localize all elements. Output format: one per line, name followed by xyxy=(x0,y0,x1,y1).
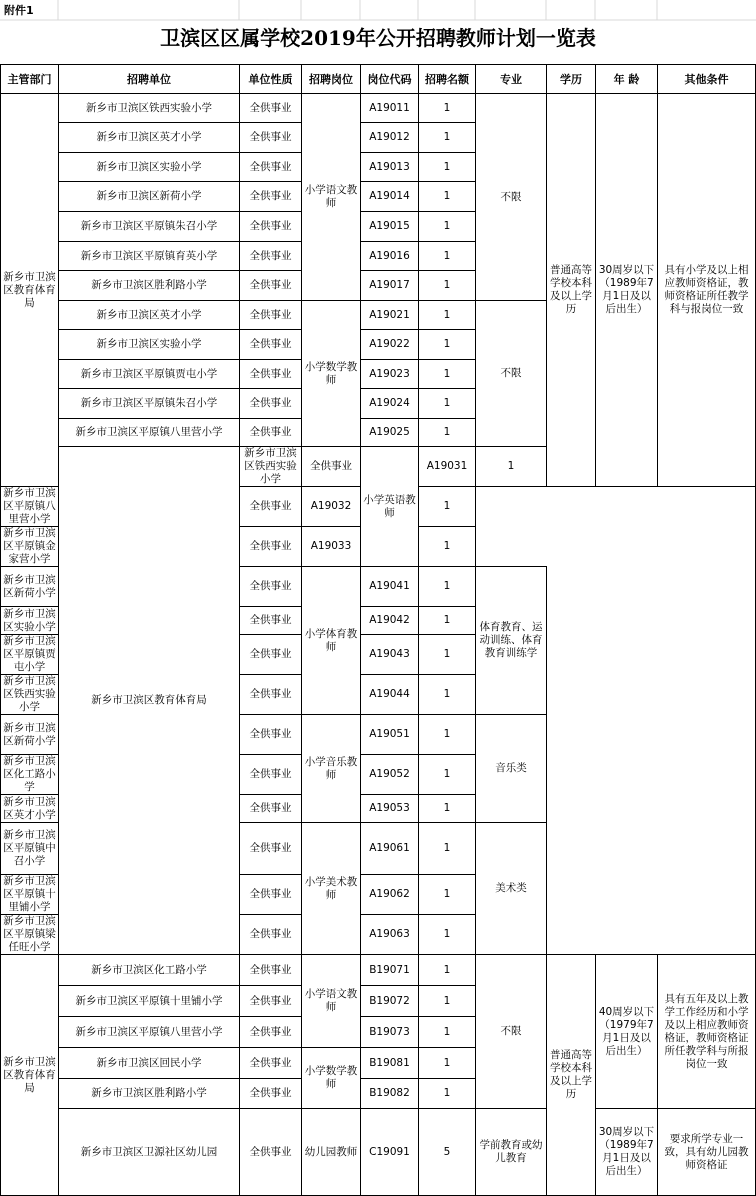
unit-cell: 新乡市卫滨区实验小学 xyxy=(59,153,240,182)
count-cell: 1 xyxy=(419,360,476,389)
nature-cell: 全供事业 xyxy=(240,94,302,123)
code-cell: A19062 xyxy=(361,875,419,915)
column-header: 年 龄 xyxy=(596,65,658,94)
unit-cell: 新乡市卫滨区铁西实验小学 xyxy=(240,447,302,487)
post-cell: 小学语文教师 xyxy=(302,955,361,1048)
unit-cell: 新乡市卫滨区平原镇八里营小学 xyxy=(59,1017,240,1048)
post-cell: 小学数学教师 xyxy=(302,301,361,447)
nature-cell: 全供事业 xyxy=(240,330,302,360)
code-cell: A19043 xyxy=(361,635,419,675)
unit-cell: 新乡市卫滨区平原镇八里营小学 xyxy=(59,419,240,447)
count-cell: 1 xyxy=(419,487,476,527)
conditions-cell: 具有五年及以上教学工作经历和小学及以上相应教师资格证，教师资格证所任教学科与所报岗位一致 xyxy=(658,955,756,1109)
unit-cell: 新乡市卫滨区平原镇金家营小学 xyxy=(1,527,59,567)
code-cell: A19032 xyxy=(302,487,361,527)
column-header: 其他条件 xyxy=(658,65,756,94)
education-cell: 普通高等学校本科及以上学历 xyxy=(547,94,596,487)
code-cell: A19031 xyxy=(419,447,476,487)
nature-cell: 全供事业 xyxy=(240,607,302,635)
dept-cell: 新乡市卫滨区教育体育局 xyxy=(1,955,59,1196)
unit-cell: 新乡市卫滨区平原镇梁任旺小学 xyxy=(1,915,59,955)
nature-cell: 全供事业 xyxy=(240,389,302,419)
post-cell: 小学数学教师 xyxy=(302,1048,361,1109)
count-cell: 1 xyxy=(419,607,476,635)
nature-cell: 全供事业 xyxy=(240,915,302,955)
header-row xyxy=(1,65,756,94)
table-row xyxy=(1,94,756,123)
code-cell: A19021 xyxy=(361,301,419,330)
code-cell: A19013 xyxy=(361,153,419,182)
post-cell: 小学体育教师 xyxy=(302,567,361,715)
major-cell: 音乐类 xyxy=(476,715,547,823)
nature-cell: 全供事业 xyxy=(240,1048,302,1079)
code-cell: A19044 xyxy=(361,675,419,715)
unit-cell: 新乡市卫滨区胜利路小学 xyxy=(59,271,240,301)
count-cell: 1 xyxy=(419,795,476,823)
count-cell: 1 xyxy=(419,182,476,212)
code-cell: A19012 xyxy=(361,123,419,153)
column-header: 招聘单位 xyxy=(59,65,240,94)
code-cell: A19053 xyxy=(361,795,419,823)
count-cell: 1 xyxy=(419,271,476,301)
column-header: 单位性质 xyxy=(240,65,302,94)
major-cell: 不限 xyxy=(476,94,547,301)
count-cell: 1 xyxy=(419,1079,476,1109)
nature-cell: 全供事业 xyxy=(240,419,302,447)
code-cell: A19063 xyxy=(361,915,419,955)
nature-cell: 全供事业 xyxy=(240,795,302,823)
major-cell: 体育教育、运动训练、体育教育训练学 xyxy=(476,567,547,715)
unit-cell: 新乡市卫滨区铁西实验小学 xyxy=(1,675,59,715)
code-cell: A19014 xyxy=(361,182,419,212)
nature-cell: 全供事业 xyxy=(240,955,302,986)
table-body xyxy=(1,65,756,1196)
column-header: 招聘名额 xyxy=(419,65,476,94)
major-cell: 美术类 xyxy=(476,823,547,955)
count-cell: 1 xyxy=(419,94,476,123)
unit-cell: 新乡市卫滨区平原镇贾屯小学 xyxy=(59,360,240,389)
nature-cell: 全供事业 xyxy=(240,875,302,915)
unit-cell: 新乡市卫滨区新荷小学 xyxy=(1,715,59,755)
count-cell: 1 xyxy=(419,1048,476,1079)
unit-cell: 新乡市卫滨区铁西实验小学 xyxy=(59,94,240,123)
count-cell: 1 xyxy=(419,1017,476,1048)
unit-cell: 新乡市卫滨区卫源社区幼儿园 xyxy=(59,1109,240,1196)
code-cell: A19042 xyxy=(361,607,419,635)
count-cell: 1 xyxy=(419,715,476,755)
code-cell: A19025 xyxy=(361,419,419,447)
count-cell: 1 xyxy=(419,875,476,915)
nature-cell: 全供事业 xyxy=(240,986,302,1017)
dept-cell: 新乡市卫滨区教育体育局 xyxy=(59,447,240,955)
count-cell: 1 xyxy=(476,447,547,487)
post-cell: 小学英语教师 xyxy=(361,447,419,567)
code-cell: A19051 xyxy=(361,715,419,755)
code-cell: A19024 xyxy=(361,389,419,419)
code-cell: A19041 xyxy=(361,567,419,607)
code-cell: A19016 xyxy=(361,242,419,271)
conditions-cell: 要求所学专业一致，具有幼儿园教师资格证 xyxy=(658,1109,756,1196)
unit-cell: 新乡市卫滨区平原镇十里铺小学 xyxy=(1,875,59,915)
unit-cell: 新乡市卫滨区平原镇育英小学 xyxy=(59,242,240,271)
column-header: 学历 xyxy=(547,65,596,94)
code-cell: A19022 xyxy=(361,330,419,360)
nature-cell: 全供事业 xyxy=(240,567,302,607)
page-title: 卫滨区区属学校2019年公开招聘教师计划一览表 xyxy=(160,26,596,50)
post-cell: 小学语文教师 xyxy=(302,94,361,301)
age-cell: 30周岁以下（1989年7月1日及以后出生） xyxy=(596,1109,658,1196)
count-cell: 1 xyxy=(419,755,476,795)
column-header: 专业 xyxy=(476,65,547,94)
code-cell: A19011 xyxy=(361,94,419,123)
unit-cell: 新乡市卫滨区平原镇朱召小学 xyxy=(59,212,240,242)
unit-cell: 新乡市卫滨区平原镇朱召小学 xyxy=(59,389,240,419)
count-cell: 1 xyxy=(419,823,476,875)
code-cell: A19052 xyxy=(361,755,419,795)
unit-cell: 新乡市卫滨区平原镇十里铺小学 xyxy=(59,986,240,1017)
code-cell: B19082 xyxy=(361,1079,419,1109)
nature-cell: 全供事业 xyxy=(240,153,302,182)
nature-cell: 全供事业 xyxy=(240,635,302,675)
unit-cell: 新乡市卫滨区新荷小学 xyxy=(1,567,59,607)
unit-cell: 新乡市卫滨区回民小学 xyxy=(59,1048,240,1079)
column-header: 主管部门 xyxy=(1,65,59,94)
nature-cell: 全供事业 xyxy=(240,755,302,795)
column-header: 岗位代码 xyxy=(361,65,419,94)
count-cell: 1 xyxy=(419,986,476,1017)
count-cell: 5 xyxy=(419,1109,476,1196)
count-cell: 1 xyxy=(419,635,476,675)
post-cell: 小学美术教师 xyxy=(302,823,361,955)
count-cell: 1 xyxy=(419,419,476,447)
unit-cell: 新乡市卫滨区胜利路小学 xyxy=(59,1079,240,1109)
code-cell: B19071 xyxy=(361,955,419,986)
nature-cell: 全供事业 xyxy=(240,182,302,212)
nature-cell: 全供事业 xyxy=(240,1017,302,1048)
unit-cell: 新乡市卫滨区新荷小学 xyxy=(59,182,240,212)
nature-cell: 全供事业 xyxy=(240,1109,302,1196)
age-cell: 30周岁以下（1989年7月1日及以后出生） xyxy=(596,94,658,487)
unit-cell: 新乡市卫滨区实验小学 xyxy=(1,607,59,635)
major-cell: 学前教育或幼儿教育 xyxy=(476,1109,547,1196)
code-cell: B19073 xyxy=(361,1017,419,1048)
count-cell: 1 xyxy=(419,955,476,986)
table-row xyxy=(1,1109,756,1196)
unit-cell: 新乡市卫滨区平原镇中召小学 xyxy=(1,823,59,875)
nature-cell: 全供事业 xyxy=(240,675,302,715)
unit-cell: 新乡市卫滨区英才小学 xyxy=(1,795,59,823)
nature-cell: 全供事业 xyxy=(240,715,302,755)
nature-cell: 全供事业 xyxy=(240,360,302,389)
nature-cell: 全供事业 xyxy=(240,823,302,875)
unit-cell: 新乡市卫滨区英才小学 xyxy=(59,301,240,330)
count-cell: 1 xyxy=(419,527,476,567)
code-cell: A19015 xyxy=(361,212,419,242)
code-cell: B19072 xyxy=(361,986,419,1017)
unit-cell: 新乡市卫滨区实验小学 xyxy=(59,330,240,360)
conditions-cell: 具有小学及以上相应教师资格证，教师资格证所任教学科与报岗位一致 xyxy=(658,94,756,487)
nature-cell: 全供事业 xyxy=(240,527,302,567)
post-cell: 幼儿园教师 xyxy=(302,1109,361,1196)
code-cell: B19081 xyxy=(361,1048,419,1079)
unit-cell: 新乡市卫滨区平原镇八里营小学 xyxy=(1,487,59,527)
recruitment-table xyxy=(0,64,756,1196)
unit-cell: 新乡市卫滨区化工路小学 xyxy=(1,755,59,795)
code-cell: A19061 xyxy=(361,823,419,875)
count-cell: 1 xyxy=(419,389,476,419)
age-cell: 40周岁以下（1979年7月1日及以后出生） xyxy=(596,955,658,1109)
count-cell: 1 xyxy=(419,212,476,242)
unit-cell: 新乡市卫滨区化工路小学 xyxy=(59,955,240,986)
major-cell: 不限 xyxy=(476,301,547,447)
count-cell: 1 xyxy=(419,567,476,607)
nature-cell: 全供事业 xyxy=(240,212,302,242)
unit-cell: 新乡市卫滨区平原镇贾屯小学 xyxy=(1,635,59,675)
count-cell: 1 xyxy=(419,301,476,330)
nature-cell: 全供事业 xyxy=(240,487,302,527)
code-cell: A19033 xyxy=(302,527,361,567)
attachment-label: 附件1 xyxy=(4,4,34,17)
nature-cell: 全供事业 xyxy=(240,301,302,330)
code-cell: C19091 xyxy=(361,1109,419,1196)
nature-cell: 全供事业 xyxy=(302,447,361,487)
count-cell: 1 xyxy=(419,242,476,271)
nature-cell: 全供事业 xyxy=(240,1079,302,1109)
education-cell: 普通高等学校本科及以上学历 xyxy=(547,955,596,1196)
code-cell: A19023 xyxy=(361,360,419,389)
count-cell: 1 xyxy=(419,330,476,360)
count-cell: 1 xyxy=(419,675,476,715)
count-cell: 1 xyxy=(419,915,476,955)
column-header: 招聘岗位 xyxy=(302,65,361,94)
table-row xyxy=(1,955,756,986)
dept-cell: 新乡市卫滨区教育体育局 xyxy=(1,94,59,487)
nature-cell: 全供事业 xyxy=(240,242,302,271)
count-cell: 1 xyxy=(419,153,476,182)
post-cell: 小学音乐教师 xyxy=(302,715,361,823)
nature-cell: 全供事业 xyxy=(240,123,302,153)
count-cell: 1 xyxy=(419,123,476,153)
nature-cell: 全供事业 xyxy=(240,271,302,301)
major-cell: 不限 xyxy=(476,955,547,1109)
unit-cell: 新乡市卫滨区英才小学 xyxy=(59,123,240,153)
code-cell: A19017 xyxy=(361,271,419,301)
